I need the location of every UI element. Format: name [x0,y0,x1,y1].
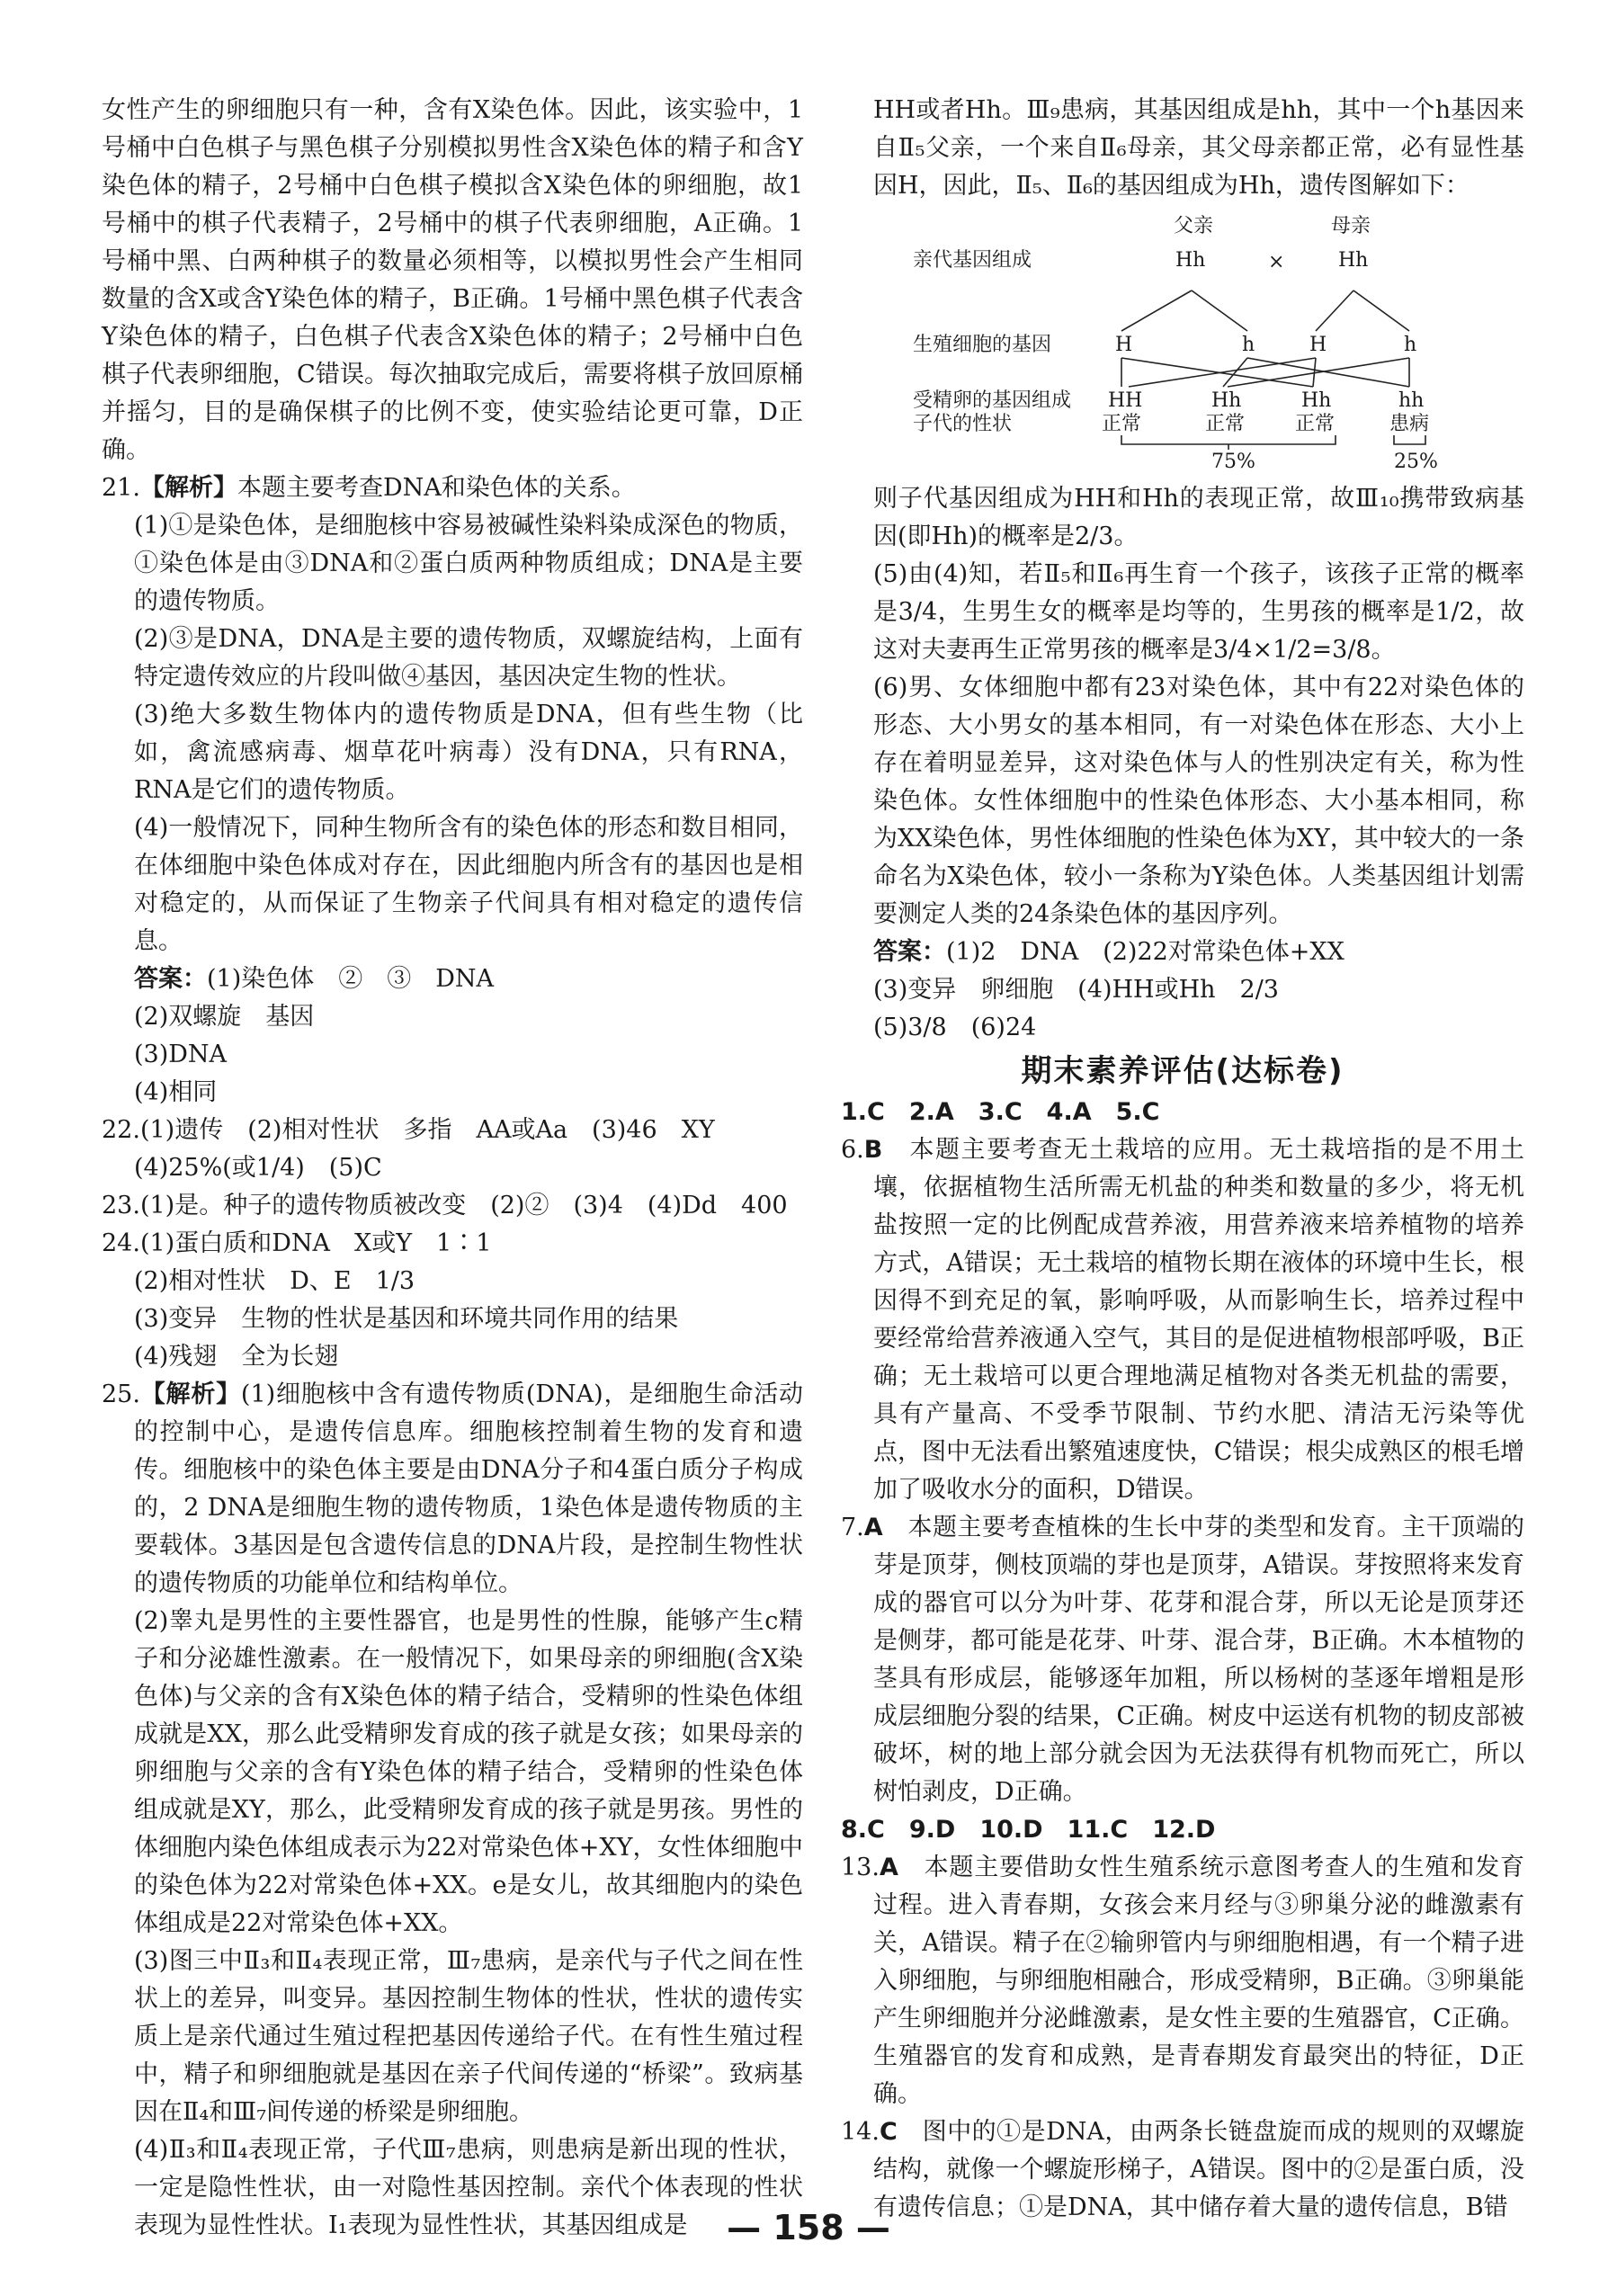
q21-answer-1: 答案：(1)染色体 ② ③ DNA [134,965,495,993]
zygote-4: hh [1398,389,1425,412]
q21-answer-2: (2)双螺旋 基因 [134,1003,315,1031]
father-label: 父亲 [1174,215,1214,237]
zygote-2: Hh [1211,389,1242,412]
trait-4: 患病 [1389,413,1430,435]
question-24: 24.(1)蛋白质和DNA X或Y 1∶1 [102,1229,492,1257]
q21-para-3: (3)绝大多数生物体内的遗传物质是DNA，但有些生物（比如，禽流感病毒、烟草花叶病毒）没有DNA，只有RNA，RNA是它们的遗传物质。 [134,701,803,804]
question-25: 25.【解析】(1)细胞核中含有遗传物质(DNA)，是细胞生命活动的控制中心，是遗传信息库。细胞核控制着生物的发育和遗传。细胞核中的染色体主要是由DNA分子和4蛋白质分子构成的，2 DNA是细胞生物的遗传物质，1染色体是遗传物质的主要载体。3基因是包含遗传信息的DNA片段，是控制生物性状的遗传物质的功能单位和结构单位。 [102,1380,803,1597]
section-title: 期末素养评估(达标卷) [1021,1053,1345,1089]
mc-answers-8-12: 8.C 9.D 10.D 11.C 12.D [841,1816,1216,1844]
left-column [102,92,803,2245]
ratio-normal: 75% [1211,451,1255,473]
trait-2: 正常 [1205,413,1246,435]
question-21-intro: 21.【解析】本题主要考查DNA和染色体的关系。 [102,474,636,502]
zygote-1: HH [1108,389,1143,412]
row-label-parent-genotype: 亲代基因组成 [913,249,1032,272]
q21-answer-3: (3)DNA [134,1041,228,1068]
right-column [841,92,1524,2227]
trait-1: 正常 [1102,413,1142,435]
zygote-3: Hh [1301,389,1332,412]
row-label-gamete: 生殖细胞的基因 [913,334,1052,356]
trait-3: 正常 [1295,413,1336,435]
question-14: 14.C 图中的①是DNA，由两条长链盘旋而成的规则的双螺旋结构，就像一个螺旋形梯子，A错误。图中的②是蛋白质，没有遗传信息；①是DNA，其中储存着大量的遗传信息，B错 [841,2118,1524,2221]
question-23: 23.(1)是。种子的遗传物质被改变 (2)② (3)4 (4)Dd 400 [102,1192,788,1219]
row-label-offspring-trait: 子代的性状 [913,413,1013,435]
question-7: 7.A 本题主要考查植株的生长中芽的类型和发育。主干顶端的芽是顶芽，侧枝顶端的芽也是顶芽，A错误。芽按照将来发育成的器官可以分为叶芽、花芽和混合芽，所以无论是顶芽还是侧芽，都可能是花芽、叶芽、混合芽，B正确。木本植物的茎具有形成层，能够逐年加粗，所以杨树的茎逐年增粗是形成层细胞分裂的结果，C正确。树皮中运送有机物的韧皮部被破坏，树的地上部分就会因为无法获得有机物而死亡，所以树怕剥皮，D正确。 [841,1514,1525,1806]
q21-para-4: (4)一般情况下，同种生物所含有的染色体的形态和数目相同，在体细胞中染色体成对存在，因此细胞内所含有的基因也是相对稳定的，从而保证了生物亲子代间具有相对稳定的遗传信息。 [134,814,803,955]
analysis-tag: 【解析】 [139,474,237,502]
diagram-conclusion: 则子代基因组成为HH和Hh的表现正常，故Ⅲ₁₀携带致病基因(即Hh)的概率是2/3。 [873,485,1524,550]
q21-answer-4: (4)相同 [134,1078,218,1106]
q22-line-2: (4)25%(或1/4) (5)C [134,1154,382,1182]
gamete-1: H [1115,334,1133,356]
q25-answer-1: 答案：(1)2 DNA (2)22对常染色体+XX [873,938,1345,966]
continued-paragraph: 女性产生的卵细胞只有一种，含有X染色体。因此，该实验中，1号桶中白色棋子与黑色棋子分别模拟男性含X染色体的精子和含Y染色体的精子，2号桶中白色棋子模拟含X染色体的卵细胞，故1号桶中的棋子代表精子，2号桶中的棋子代表卵细胞，A正确。1号桶中黑、白两种棋子的数量必须相等，以模拟男性会产生相同数量的含X或含Y染色体的精子，B正确。1号桶中黑色棋子代表含Y染色体的精子，白色棋子代表含X染色体的精子；2号桶中白色棋子代表卵细胞，C错误。每次抽取完成后，需要将棋子放回原桶并摇匀，目的是确保棋子的比例不变，使实验结论更可靠，D正确。 [102,96,803,464]
q25-answer-2: (3)变异 卵细胞 (4)HH或Hh 2/3 [873,976,1279,1004]
mc-answers-1-5: 1.C 2.A 3.C 4.A 5.C [841,1098,1160,1126]
gamete-4: h [1404,334,1417,356]
q24-line-3: (3)变异 生物的性状是基因和环境共同作用的结果 [134,1305,679,1333]
question-22: 22.(1)遗传 (2)相对性状 多指 AA或Aa (3)46 XY [102,1116,715,1144]
mother-label: 母亲 [1331,215,1371,237]
question-13: 13.A 本题主要借助女性生殖系统示意图考查人的生殖和发育过程。进入青春期，女孩会来月经与③卵巢分泌的雌激素有关，A错误。精子在②输卵管内与卵细胞相遇，有一个精子进入卵细胞，与卵细胞相融合，形成受精卵，B正确。③卵巢能产生卵细胞并分泌雌激素，是女性主要的生殖器官，C正确。生殖器官的发育和成熟，是青春期发育最突出的特征，D正确。 [841,1854,1525,2108]
parent-genotype-mother: Hh [1338,249,1369,272]
genetic-cross-diagram [913,214,1452,475]
parent-genotype-father: Hh [1175,249,1206,272]
q25-para-2: (2)睾丸是男性的主要性器官，也是男性的性腺，能够产生c精子和分泌雄性激素。在一般情况下，如果母亲的卵细胞(含X染色体)与父亲的含有X染色体的精子结合，受精卵的性染色体组成就是XX，那么此受精卵发育成的孩子就是女孩；如果母亲的卵细胞与父亲的含有Y染色体的精子结合，受精卵的性染色体组成就是XY，那么，此受精卵发育成的孩子就是男孩。男性的体细胞内染色体组成表示为22对常染色体+XY，女性体细胞中的染色体为22对常染色体+XX。e是女儿，故其细胞内的染色体组成是22对常染色体+XX。 [134,1607,803,1937]
gamete-3: H [1309,334,1327,356]
analysis-tag: 【解析】 [139,1380,241,1408]
q24-line-2: (2)相对性状 D、E 1/3 [134,1267,415,1295]
q25-answer-3: (5)3/8 (6)24 [873,1014,1037,1041]
q25-para-5: (5)由(4)知，若Ⅱ₅和Ⅱ₆再生育一个孩子，该孩子正常的概率是3/4，生男生女的概率是均等的，生男孩的概率是1/2，故这对夫妻再生正常男孩的概率是3/4×1/2=3/8。 [873,560,1524,664]
ratio-affected: 25% [1394,451,1438,473]
q21-para-1: (1)①是染色体，是细胞核中容易被碱性染料染成深色的物质，①染色体是由③DNA和②蛋白质两种物质组成；DNA是主要的遗传物质。 [134,512,803,615]
q25-para-6: (6)男、女体细胞中都有23对染色体，其中有22对染色体的形态、大小男女的基本相同，有一对染色体在形态、大小上存在着明显差异，这对染色体与人的性别决定有关，称为性染色体。女性体细胞中的性染色体形态、大小基本相同，称为XX染色体，男性体细胞的性染色体为XY，其中较大的一条命名为X染色体，较小一条称为Y染色体。人类基因组计划需要测定人类的24条染色体的基因序列。 [873,674,1524,928]
q24-line-4: (4)残翅 全为长翅 [134,1343,339,1371]
q25-para-4: (4)Ⅱ₃和Ⅱ₄表现正常，子代Ⅲ₇患病，则患病是新出现的性状，一定是隐性性状，由一对隐性基因控制。亲代个体表现的性状表现为显性性状。Ⅰ₁表现为显性性状，其基因组成是 [134,2136,803,2239]
cross-symbol: × [1268,251,1285,273]
continued-paragraph: HH或者Hh。Ⅲ₉患病，其基因组成是hh，其中一个h基因来自Ⅱ₅父亲，一个来自Ⅱ₆母亲，其父母亲都正常，必有显性基因H，因此，Ⅱ₅、Ⅱ₆的基因组成为Hh，遗传图解如下： [873,96,1524,200]
row-label-zygote: 受精卵的基因组成 [913,389,1072,412]
q25-para-3: (3)图三中Ⅱ₃和Ⅱ₄表现正常，Ⅲ₇患病，是亲代与子代之间在性状上的差异，叫变异。基因控制生物体的性状，性状的遗传实质上是亲代通过生殖过程把基因传递给子代。在有性生殖过程中，精子和卵细胞就是基因在亲子代间传递的“桥梁”。致病基因在Ⅱ₄和Ⅲ₇间传递的桥梁是卵细胞。 [134,1947,803,2126]
question-6: 6.B 本题主要考查无土栽培的应用。无土栽培指的是不用土壤，依据植物生活所需无机盐的种类和数量的多少，将无机盐按照一定的比例配成营养液，用营养液来培养植物的培养方式，A错误；无土栽培的植物长期在液体的环境中生长，根因得不到充足的氧，影响呼吸，从而影响生长，培养过程中要经常给营养液通入空气，其目的是促进植物根部呼吸，B正确；无土栽培可以更合理地满足植物对各类无机盐的需要，具有产量高、不受季节限制、节约水肥、清洁无污染等优点，图中无法看出繁殖速度快，C错误；根尖成熟区的根毛增加了吸收水分的面积，D错误。 [841,1136,1525,1504]
page-number: — 158 — [727,2208,890,2247]
gamete-2: h [1242,334,1255,356]
question-number: 21. [102,474,140,502]
q21-para-2: (2)③是DNA，DNA是主要的遗传物质，双螺旋结构，上面有特定遗传效应的片段叫做④基因，基因决定生物的性状。 [134,625,803,691]
